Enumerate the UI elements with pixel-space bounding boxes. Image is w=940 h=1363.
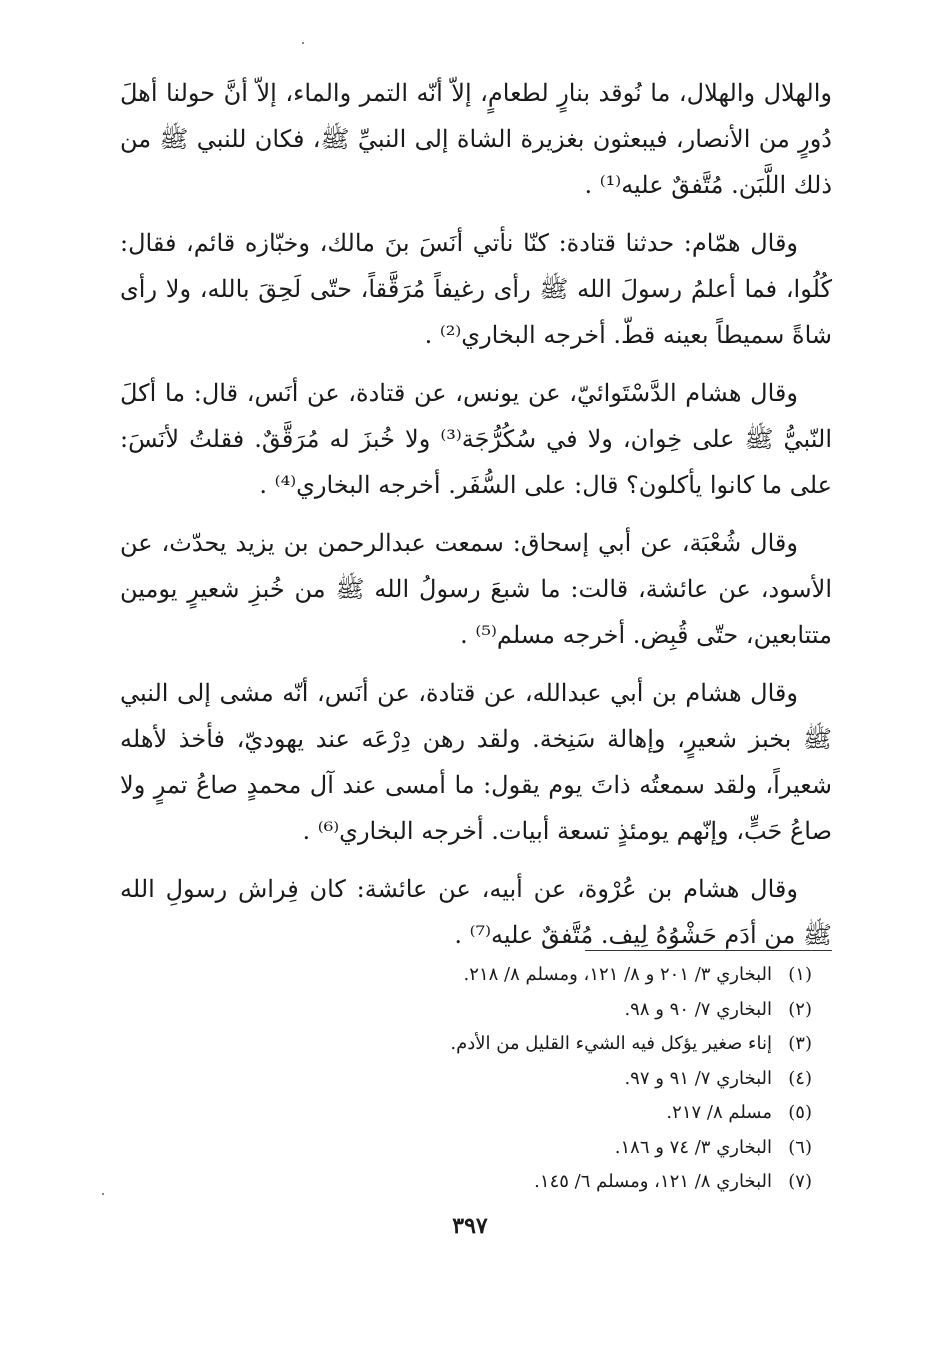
footnote-1 — [300, 958, 812, 993]
paragraph-1: والهلال والهلال، ما نُوقد بنارٍ لطعامٍ، إلاّ أنّه التمر والماء، إلاّ أنَّ حولنا أهلَ دُورٍ من الأنصار، فيبعثون بغزيرة الشاة إلى النبيِّ ﷺ، فكان للنبي ﷺ من ذلك اللَّبَن. مُتَّفقٌ عليه⁽¹⁾ . — [120, 79, 832, 199]
scan-speck — [102, 1193, 104, 1195]
footnote-text: إناء صغير يؤكل فيه الشيء القليل من الأدم. — [450, 1033, 772, 1054]
footnote-2 — [300, 993, 812, 1028]
footnote-divider — [585, 950, 832, 951]
footnote-number: (٧) — [788, 1171, 812, 1192]
footnote-number: (٣) — [788, 1033, 812, 1054]
main-text — [120, 70, 832, 970]
footnote-text: البخاري ٣/ ٢٠١ و ٨/ ١٢١، ومسلم ٨/ ٢١٨. — [463, 964, 772, 985]
footnote-number: (٥) — [788, 1102, 812, 1123]
paragraph-4: وقال شُعْبَة، عن أبي إسحاق: سمعت عبدالرحمن بن يزيد يحدّث، عن الأسود، عن عائشة، قالت: ما شبعَ رسولُ الله ﷺ من خُبزِ شعيرٍ يومين متتابعين، حتّى قُبِض. أخرجه مسلم⁽⁵⁾ . — [120, 529, 832, 649]
footnote-4 — [300, 1062, 812, 1097]
footnote-number: (٢) — [788, 998, 812, 1020]
footnote-3 — [300, 1027, 812, 1062]
footnote-text: البخاري ٧/ ٩١ و ٩٧. — [624, 1067, 772, 1089]
paragraph-3: وقال هشام الدَّسْتَوائيّ، عن يونس، عن قتادة، عن أنَس، قال: ما أكلَ النّبيُّ ﷺ على خِوان، ولا في سُكُرُّجَة⁽³⁾ ولا خُبزَ له مُرَقَّقٌ. فقلتُ لأنَسَ: على ما كانوا يأكلون؟ قال: على السُّفَر. أخرجه البخاري⁽⁴⁾ . — [120, 379, 832, 499]
footnote-number: (٤) — [788, 1067, 812, 1089]
scan-speck — [302, 42, 304, 44]
footnote-text: البخاري ٨/ ١٢١، ومسلم ٦/ ١٤٥. — [534, 1171, 772, 1192]
paragraph-5: وقال هشام بن أبي عبدالله، عن قتادة، عن أنَس، أنّه مشى إلى النبي ﷺ بخبز شعيرٍ، وإهالة سَنِخة. ولقد رهن دِرْعَه عند يهوديّ، فأخذ لأهله شعيراً، ولقد سمعتُه ذاتَ يوم يقول: ما أمسى عند آل محمدٍ صاعُ تمرٍ ولا صاعُ حَبٍّ، وإنّهم يومئذٍ تسعة أبيات. أخرجه البخاري⁽⁶⁾ . — [120, 679, 832, 845]
footnote-text: البخاري ٧/ ٩٠ و ٩٨. — [624, 998, 772, 1020]
footnote-7 — [300, 1165, 812, 1200]
footnote-text: مسلم ٨/ ٢١٧. — [666, 1102, 772, 1123]
paragraph-6: وقال هشام بن عُرْوة، عن أبيه، عن عائشة: كان فِراش رسولِ الله ﷺ من أدَم حَشْوُهُ لِيف. مُتَّفقٌ عليه⁽⁷⁾ . — [120, 875, 832, 949]
page-number: ٣٩٧ — [452, 1213, 488, 1239]
footnote-text: البخاري ٣/ ٧٤ و ١٨٦. — [614, 1136, 772, 1158]
paragraph-2: وقال همّام: حدثنا قتادة: كنّا نأتي أنَسَ بنَ مالك، وخبّازه قائم، فقال: كُلُوا، فما أعلمُ رسولَ الله ﷺ رأى رغيفاً مُرَقَّقاً، حتّى لَحِقَ بالله، ولا رأى شاةً سميطاً بعينه قطّ. أخرجه البخاري⁽²⁾ . — [120, 229, 832, 349]
footnote-6 — [300, 1131, 812, 1166]
footnote-number: (١) — [788, 964, 812, 985]
footnote-5 — [300, 1096, 812, 1131]
footnote-number: (٦) — [788, 1136, 812, 1158]
footnotes — [300, 958, 812, 1200]
